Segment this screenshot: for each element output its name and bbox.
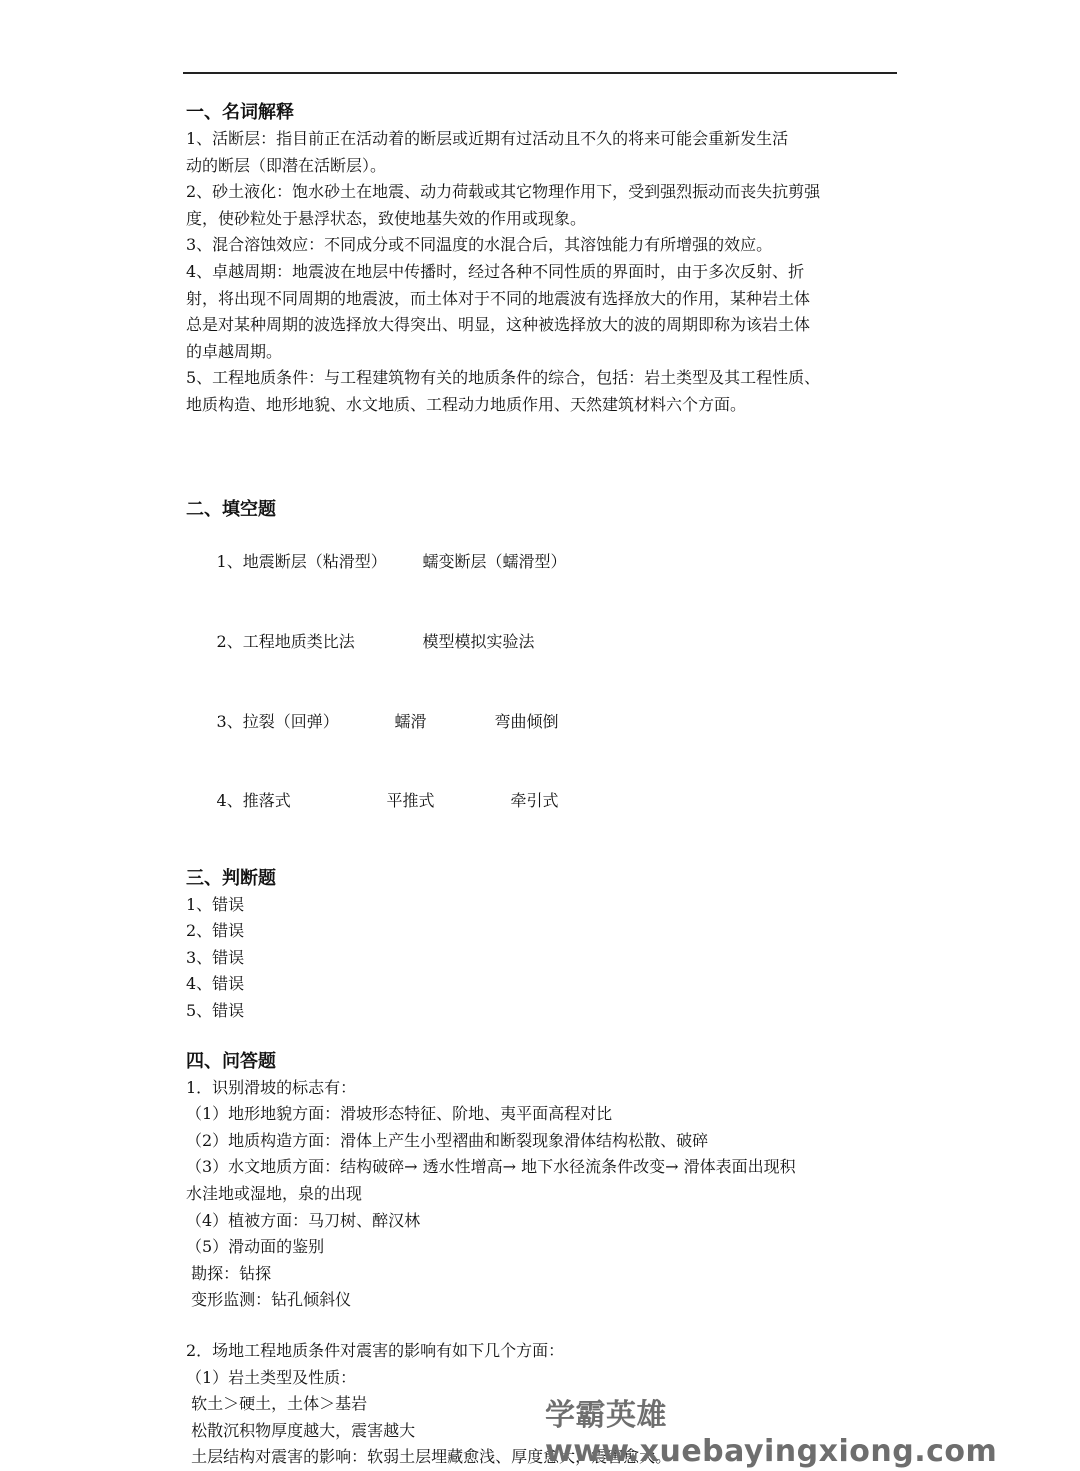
answer-cell: 2、工程地质类比法 — [216, 631, 355, 651]
definitions-list — [186, 126, 906, 419]
text-line: 4、卓越周期：地震波在地层中传播时，经过各种不同性质的界面时，由于多次反射、折 — [186, 261, 805, 281]
section-title-true-false: 三、判断题 — [186, 867, 276, 889]
answer-cell: 弯曲倾倒 — [494, 711, 559, 731]
text-line: （4）植被方面：马刀树、醉汉林 — [186, 1210, 421, 1230]
text-line: 总是对某种周期的波选择放大得突出、明显，这种被选择放大的波的周期即称为该岩土体 — [186, 315, 811, 335]
answer-cell: 牵引式 — [510, 791, 559, 811]
answer-cell: 平推式 — [386, 791, 435, 811]
text-line: （1）岩土类型及性质： — [186, 1367, 357, 1387]
text-line: 5、工程地质条件：与工程建筑物有关的地质条件的综合，包括：岩土类型及其工程性质、 — [186, 368, 821, 388]
text-line: 软土＞硬土，土体＞基岩 — [186, 1394, 368, 1414]
header-rule — [183, 72, 897, 74]
text-line: 土层结构对震害的影响：软弱土层埋藏愈浅、厚度愈大，震害愈大。 — [186, 1447, 672, 1467]
text-line: 的卓越周期。 — [186, 341, 283, 361]
answer-cell: 3、拉裂（回弹） — [216, 711, 339, 731]
text-line: 2．场地工程地质条件对震害的影响有如下几个方面： — [186, 1340, 565, 1360]
answer-cell: 1、地震断层（粘滑型） — [216, 552, 387, 572]
text-line: 勘探：钻探 — [186, 1263, 272, 1283]
text-line: 1、活断层：指目前正在活动着的断层或近期有过活动且不久的将来可能会重新发生活 — [186, 129, 789, 148]
answer-cell: 4、推落式 — [216, 791, 291, 811]
fill-in-answers — [186, 523, 906, 842]
text-line: 2、砂土液化：饱水砂土在地震、动力荷载或其它物理作用下，受到强烈振动而丧失抗剪强 — [186, 182, 821, 202]
text-line: （3）水文地质方面：结构破碎→ 透水性增高→ 地下水径流条件改变→ 滑体表面出现积 — [186, 1157, 796, 1177]
answer-cell: 蠕变断层（蠕滑型） — [422, 552, 567, 572]
watermark: 学霸英雄 www.xuebayingxiong.com — [545, 1398, 998, 1469]
section-title-definitions: 一、名词解释 — [186, 102, 294, 123]
text-line: （1）地形地貌方面：滑坡形态特征、阶地、夷平面高程对比 — [186, 1104, 613, 1124]
answer-cell: 蠕滑 — [394, 711, 427, 731]
text-line: （5）滑动面的鉴别 — [186, 1237, 325, 1257]
text-line: 度，使砂粒处于悬浮状态，致使地基失效的作用或现象。 — [186, 208, 587, 228]
list-item: 4、错误 — [186, 974, 245, 994]
section-title-q-and-a: 四、问答题 — [186, 1050, 276, 1072]
text-line: 1．识别滑坡的标志有： — [186, 1077, 357, 1097]
list-item: 2、错误 — [186, 921, 245, 941]
list-item: 3、错误 — [186, 947, 245, 967]
list-item: 1、错误 — [186, 894, 245, 914]
question-1 — [186, 1075, 906, 1314]
list-item: 5、错误 — [186, 1001, 245, 1021]
text-line: 3、混合溶蚀效应：不同成分或不同温度的水混合后，其溶蚀能力有所增强的效应。 — [186, 235, 773, 255]
document-body — [186, 100, 906, 1471]
section-title-fill-in: 二、填空题 — [186, 498, 276, 520]
answer-row — [186, 762, 906, 842]
text-line: 射，将出现不同周期的地震波，而土体对于不同的地震波有选择放大的作用，某种岩土体 — [186, 288, 811, 308]
text-line: 地质构造、地形地貌、水文地质、工程动力地质作用、天然建筑材料六个方面。 — [186, 394, 747, 414]
answer-row — [186, 523, 906, 603]
answer-row — [186, 602, 906, 682]
text-line: 松散沉积物厚度越大，震害越大 — [186, 1420, 416, 1440]
text-line: 动的断层（即潜在活断层）。 — [186, 155, 387, 175]
true-false-answers — [186, 892, 906, 1025]
answer-row — [186, 682, 906, 762]
text-line: 水洼地或湿地，泉的出现 — [186, 1184, 363, 1203]
text-line: 变形监测：钻孔倾斜仪 — [186, 1290, 352, 1310]
answer-cell: 模型模拟实验法 — [422, 631, 535, 651]
text-line: （2）地质构造方面：滑体上产生小型褶曲和断裂现象滑体结构松散、破碎 — [186, 1130, 709, 1150]
